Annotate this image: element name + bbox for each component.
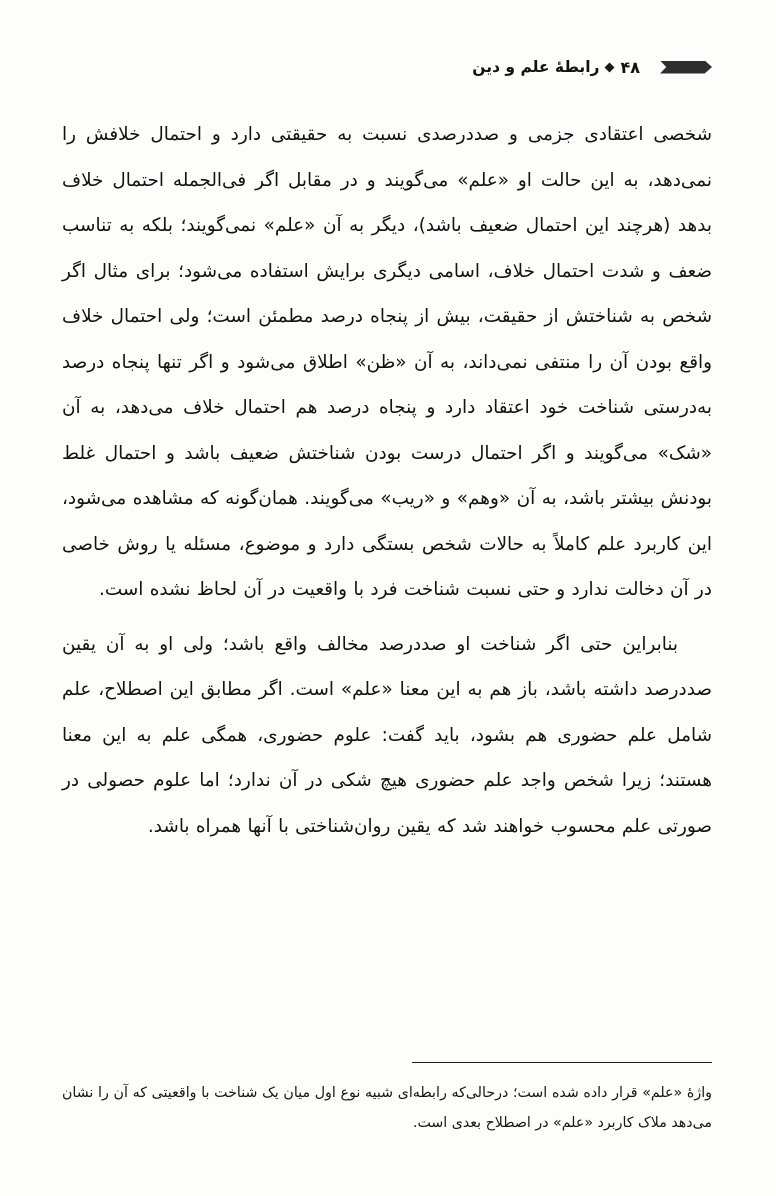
footnote [62, 1078, 712, 1138]
page-number: ۴۸ [620, 57, 640, 77]
paragraph: شخصی اعتقادی جزمی و صددرصدی نسبت به حقیقتی دارد و احتمال خلافش را نمی‌دهد، به این حالت او «علم» می‌گویند و در مقابل اگر فی‌الجمله احتمال خلاف بدهد (هرچند این احتمال ضعیف باشد)، دیگر به آن «علم» نمی‌گویند؛ بلکه به تناسب ضعف و شدت احتمال خلاف، اسامی دیگری برایش استفاده می‌شود؛ برای مثال اگر شخص به شناختش از حقیقت، بیش از پنجاه درصد مطمئن است؛ ولی احتمال خلاف واقع بودن آن را منتفی نمی‌داند، به آن «ظن» اطلاق می‌شود و اگر تنها پنجاه درصد به‌درستی شناخت خود اعتقاد دارد و پنجاه درصد هم احتمال خلاف می‌دهد، به آن «شک» می‌گویند و اگر احتمال درست بودن شناختش ضعیف باشد و احتمال غلط بودنش بیشتر باشد، به آن «وهم» و «ریب» می‌گویند. همان‌گونه که مشاهده می‌شود، این کاربرد علم کاملاً به حالات شخص بستگی دارد و موضوع، مسئله یا روش خاصی در آن دخالت ندارد و حتی نسبت شناخت فرد با واقعیت در آن لحاظ نشده است. [62, 124, 712, 600]
book-title: رابطهٔ علم و دین [472, 58, 600, 76]
body-text [62, 112, 712, 849]
paragraph: بنابراین حتی اگر شناخت او صددرصد مخالف واقع باشد؛ ولی او به آن یقین صددرصد داشته باشد، باز هم به این معنا «علم» است. اگر مطابق این اصطلاح، علم شامل علم حضوری هم بشود، باید گفت: علوم حضوری، همگی علم به این معنا هستند؛ زیرا شخص واجد علم حضوری هیچ شکی در آن ندارد؛ اما علوم حصولی در صورتی علم محسوب خواهند شد که یقین روان‌شناختی با آنها همراه باشد. [62, 633, 712, 837]
diamond-bullet-icon [605, 62, 615, 72]
arrow-ornament-icon [660, 61, 712, 74]
footnote-text: واژهٔ «علم» قرار داده شده است؛ درحالی‌که رابطه‌ای شبیه نوع اول میان یک شناخت با واقعیتی که آن را نشان می‌دهد ملاک کاربرد «علم» در اصطلاح بعدی است. [62, 1085, 712, 1131]
running-head [64, 52, 712, 82]
footnote-divider [412, 1062, 712, 1063]
